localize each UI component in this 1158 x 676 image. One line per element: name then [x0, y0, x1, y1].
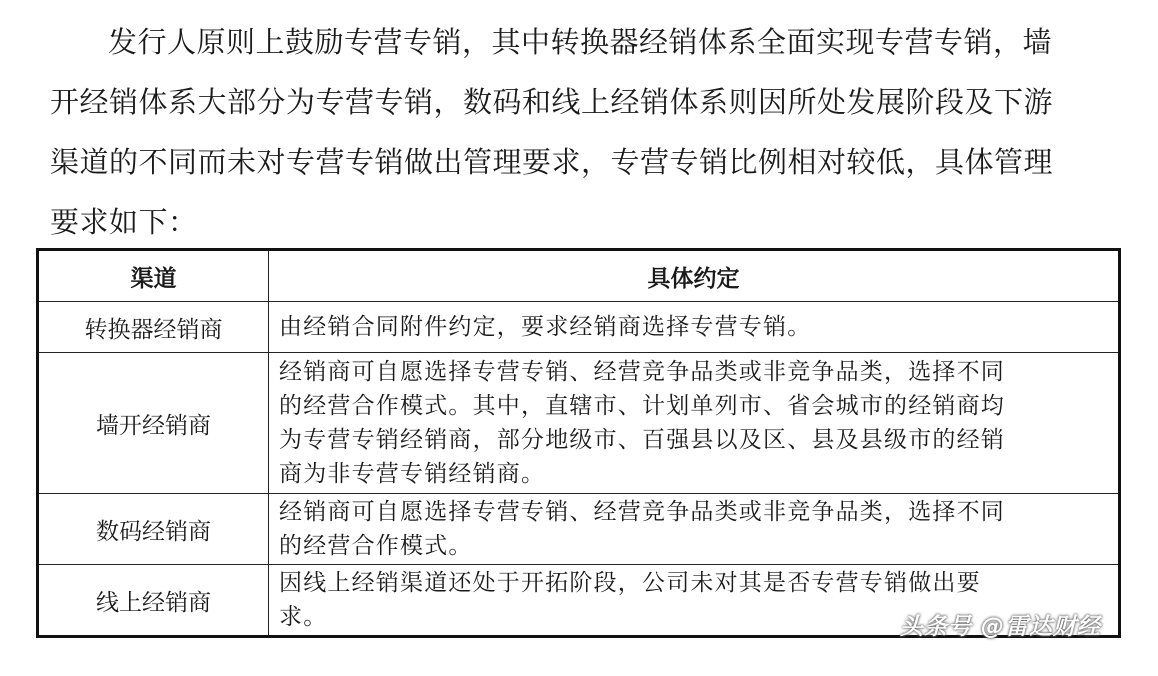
detail-cell: [269, 494, 1120, 565]
column-header-channel: 渠道: [38, 250, 269, 302]
paragraph-line: 开经销体系大部分为专营专销，数码和线上经销体系则因所处发展阶段及下游: [50, 85, 1054, 119]
detail-line: 商为非专营专销经销商。: [279, 461, 546, 487]
channel-cell: 线上经销商: [38, 565, 269, 637]
detail-line: 的经营合作模式。其中，直辖市、计划单列市、省会城市的经销商均: [279, 393, 1005, 419]
detail-line: 经销商可自愿选择专营专销、经营竞争品类或非竞争品类，选择不同: [279, 359, 1005, 385]
table-row: [38, 353, 1120, 494]
table-row: [38, 494, 1120, 565]
channel-cell: 墙开经销商: [38, 353, 269, 494]
watermark-text: 头条号 @雷达财经: [900, 614, 1102, 640]
channel-cell: 转换器经销商: [38, 302, 269, 353]
paragraph-line: 要求如下：: [50, 205, 198, 239]
detail-cell: [269, 353, 1120, 494]
paragraph-line: 渠道的不同而未对专营专销做出管理要求，专营专销比例相对较低，具体管理: [50, 145, 1054, 179]
detail-line: 为专营专销经销商，部分地级市、百强县以及区、县及县级市的经销: [279, 427, 1005, 453]
detail-line: 由经销合同附件约定，要求经销商选择专营专销。: [279, 314, 812, 340]
column-header-detail: 具体约定: [269, 250, 1120, 302]
paragraph-line: 发行人原则上鼓励专营专销，其中转换器经销体系全面实现专营专销，墙: [108, 25, 1053, 59]
channel-rules-table: [36, 248, 1121, 638]
channel-cell: 数码经销商: [38, 494, 269, 565]
intro-paragraph: [50, 12, 1110, 252]
detail-line: 求。: [279, 604, 328, 630]
detail-cell: [269, 302, 1120, 353]
detail-line: 经销商可自愿选择专营专销、经营竞争品类或非竞争品类，选择不同: [279, 499, 1005, 525]
table-row: [38, 302, 1120, 353]
detail-line: 因线上经销渠道还处于开拓阶段，公司未对其是否专营专销做出要: [279, 570, 981, 596]
detail-line: 的经营合作模式。: [279, 533, 473, 559]
table-header-row: [38, 250, 1120, 302]
